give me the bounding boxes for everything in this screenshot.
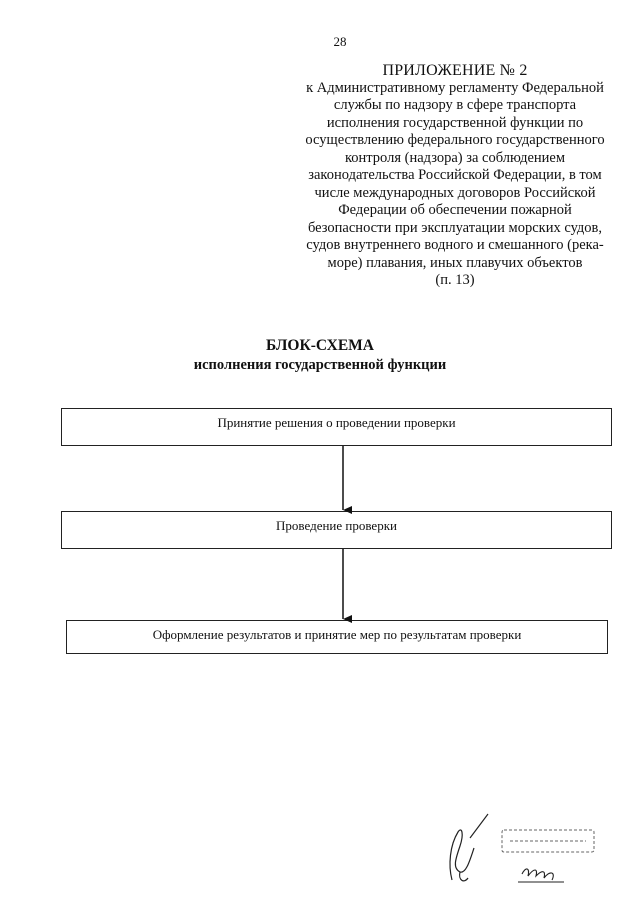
annex-line: исполнения государственной функции по bbox=[326, 114, 584, 131]
annex-line: законодательства Российской Федерации, в том bbox=[308, 167, 602, 183]
annex-title: ПРИЛОЖЕНИЕ № 2 bbox=[382, 62, 528, 79]
annex-line: службы по надзору в сфере транспорта bbox=[333, 97, 577, 113]
annex-line: Федерации об обеспечении пожарной bbox=[338, 202, 572, 218]
annex-line: осуществлению федерального государственного bbox=[305, 132, 605, 148]
annex-line: (п. 13) bbox=[435, 272, 475, 288]
annex-line: море) плавания, иных плавучих объектов bbox=[327, 254, 583, 271]
step-label: Проведение проверки bbox=[276, 518, 397, 533]
annex-line: к Административному регламенту Федеральной bbox=[306, 79, 604, 96]
scheme-title: БЛОК-СХЕМА bbox=[265, 337, 374, 354]
step-label: Принятие решения о проведении проверки bbox=[217, 415, 456, 430]
annex-line: судов внутреннего водного и смешанного (река- bbox=[306, 237, 604, 253]
page-number: 28 bbox=[333, 34, 347, 49]
scheme-subtitle: исполнения государственной функции bbox=[193, 357, 447, 373]
annex-line: безопасности при эксплуатации морских судов, bbox=[307, 219, 603, 236]
annex-line: контроля (надзора) за соблюдением bbox=[344, 149, 566, 166]
signature-and-stamp bbox=[430, 810, 610, 890]
step-label: Оформление результатов и принятие мер по результатам проверки bbox=[152, 627, 522, 642]
annex-line: числе международных договоров Российской bbox=[314, 184, 596, 201]
